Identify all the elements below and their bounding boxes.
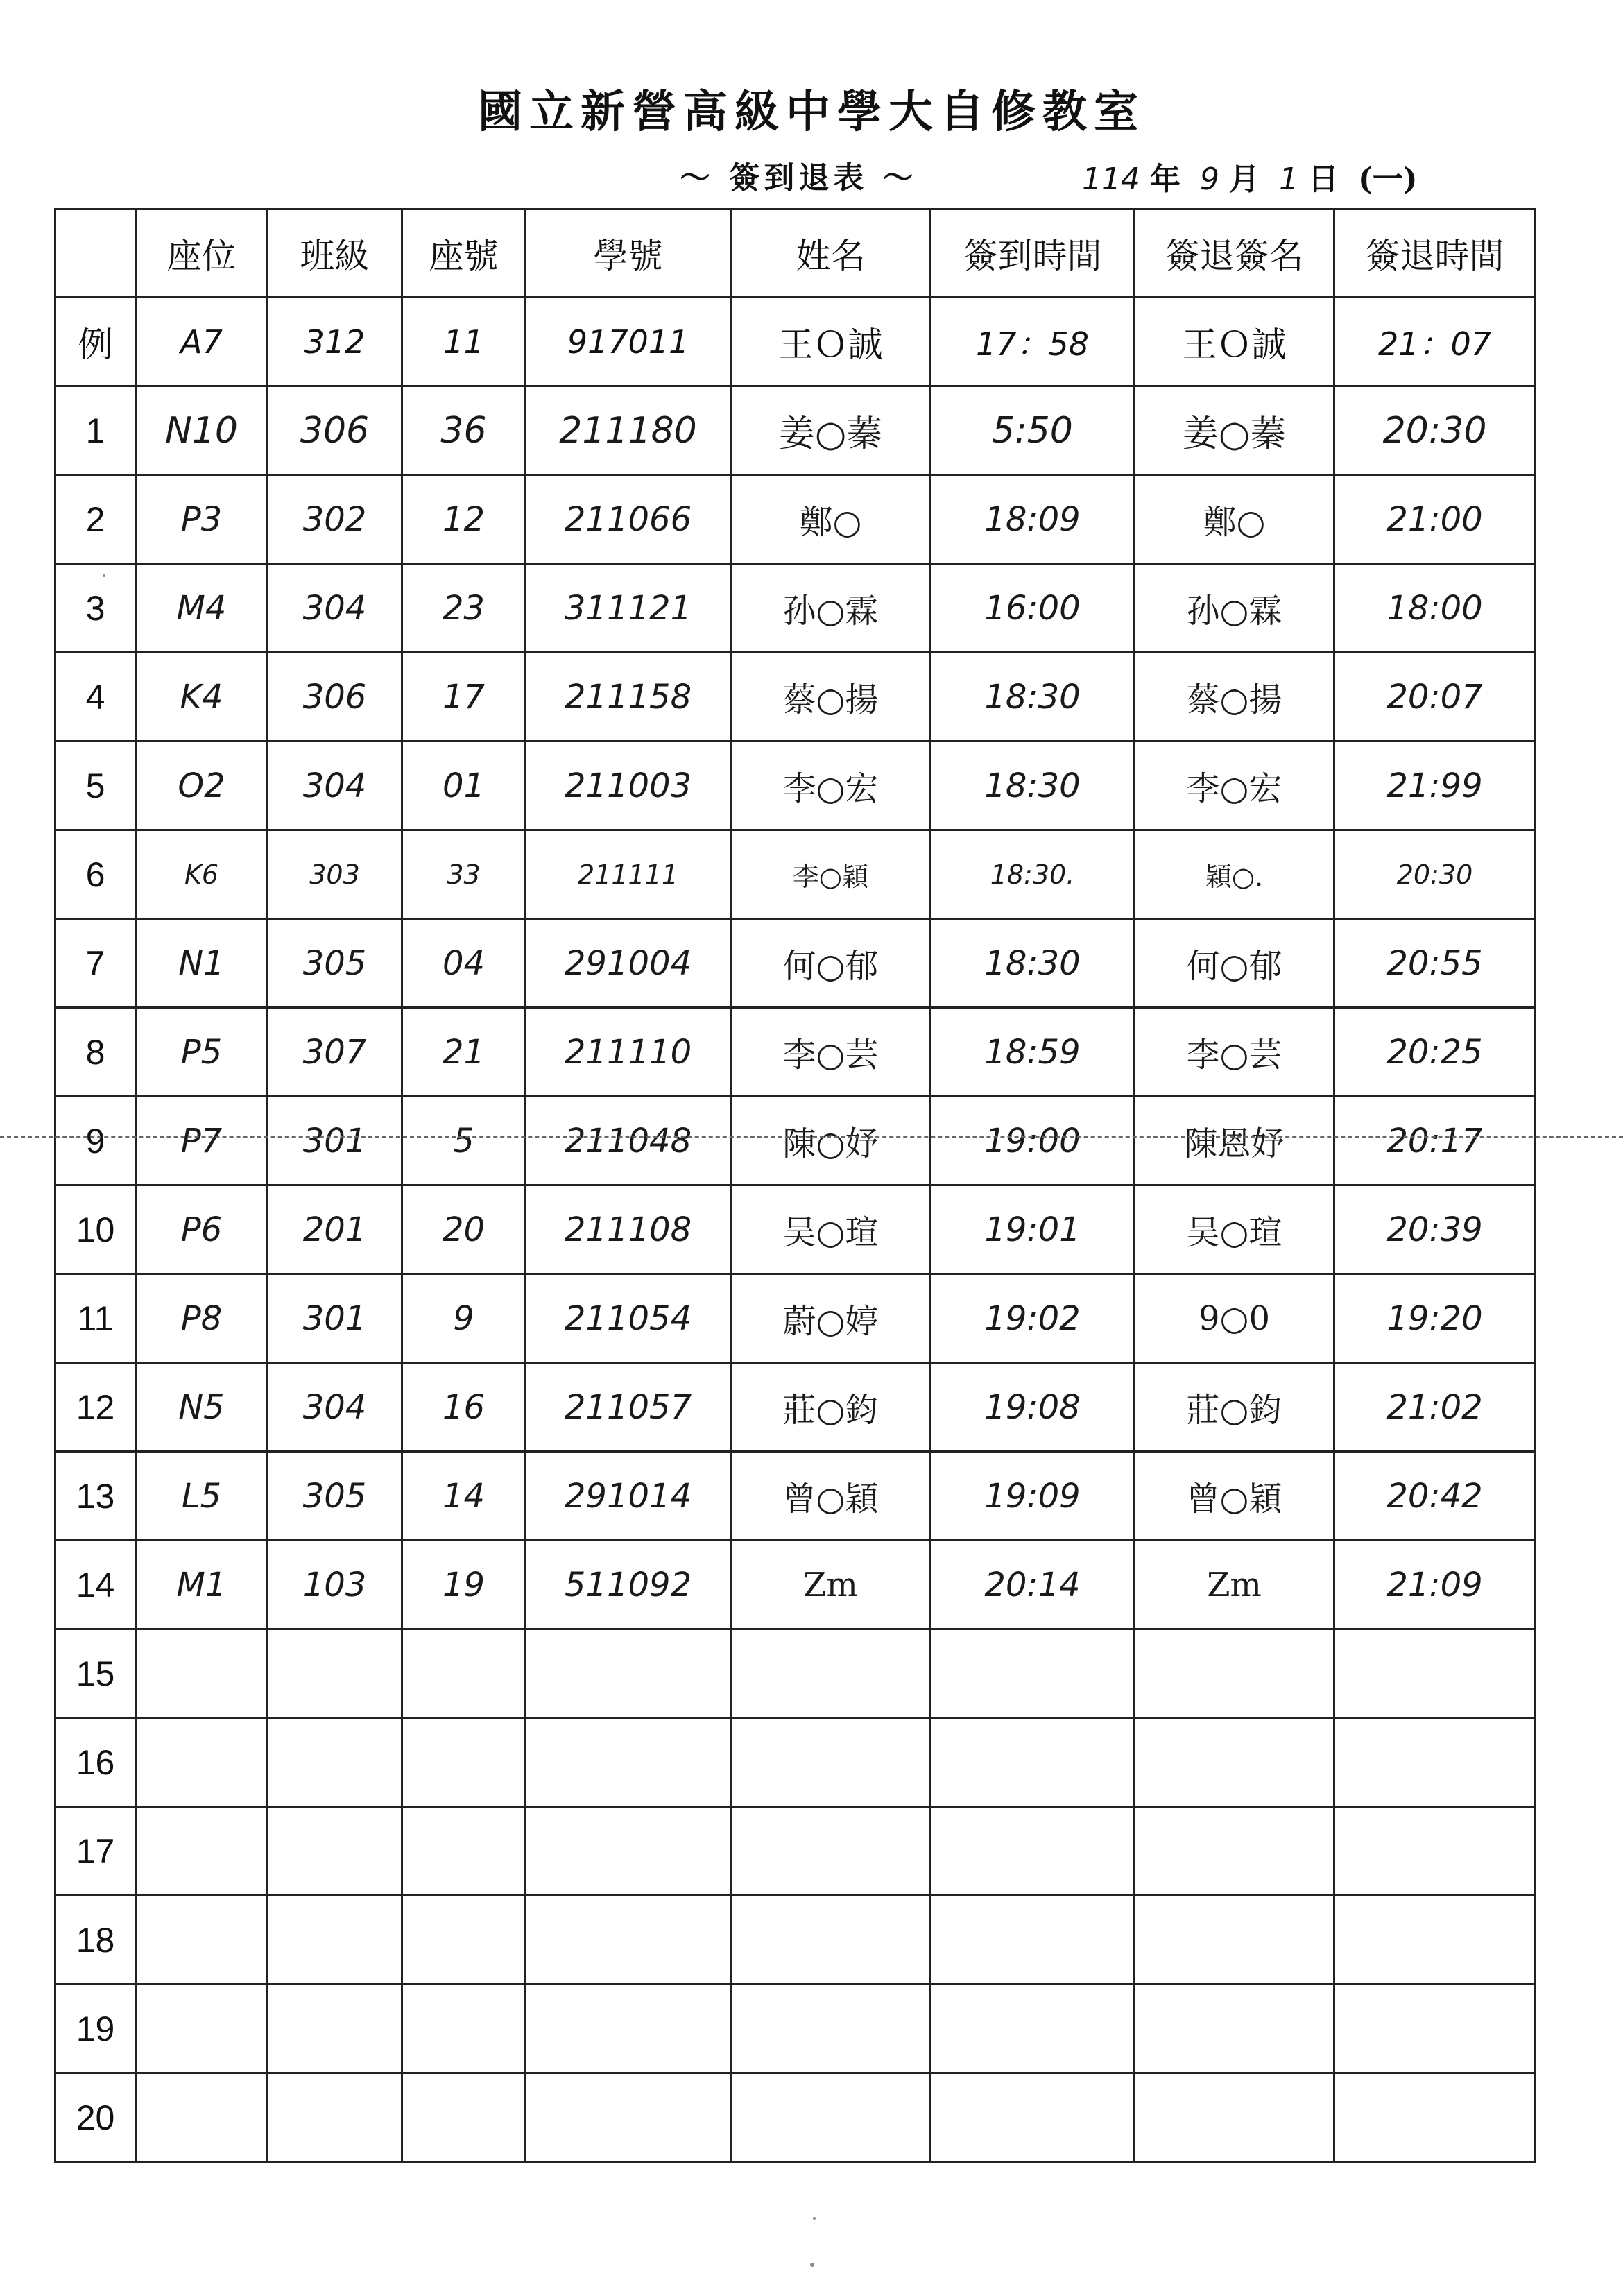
- student-id-cell: 211108: [526, 1185, 731, 1274]
- seat-cell: K4: [136, 653, 268, 742]
- table-row: [55, 1452, 1536, 1541]
- col-header-class: 班級: [268, 209, 402, 298]
- row-index: 9: [55, 1097, 136, 1185]
- class-cell: 306: [268, 653, 402, 742]
- row-index: 11: [55, 1274, 136, 1363]
- fold-line-divider: [0, 1136, 1623, 1138]
- checkin-cell: [931, 1896, 1135, 1985]
- checkin-cell: 16:00: [931, 564, 1135, 653]
- number-cell: 16: [402, 1363, 526, 1452]
- student-id-cell: 211054: [526, 1274, 731, 1363]
- form-date: [1082, 154, 1427, 198]
- table-row: [55, 1896, 1536, 1985]
- checkin-cell: [931, 1629, 1135, 1718]
- checkout-cell: [1334, 1718, 1536, 1807]
- signout-name-cell: 蔡○揚: [1135, 653, 1334, 742]
- number-cell: [402, 2073, 526, 2162]
- seat-cell: P7: [136, 1097, 268, 1185]
- signout-name-cell: 孙○霖: [1135, 564, 1334, 653]
- class-cell: 303: [268, 830, 402, 919]
- class-cell: 302: [268, 475, 402, 564]
- table-row: [55, 386, 1536, 475]
- name-cell: [731, 1807, 931, 1896]
- name-cell: [731, 2073, 931, 2162]
- table-row: [55, 919, 1536, 1008]
- table-row: [55, 475, 1536, 564]
- col-header-number: 座號: [402, 209, 526, 298]
- name-cell: 姜○蓁: [731, 386, 931, 475]
- student-id-cell: 291004: [526, 919, 731, 1008]
- checkout-cell: 20:07: [1334, 653, 1536, 742]
- table-row: [55, 564, 1536, 653]
- seat-cell: P6: [136, 1185, 268, 1274]
- class-cell: [268, 1896, 402, 1985]
- class-cell: [268, 1718, 402, 1807]
- name-cell: 李○宏: [731, 742, 931, 830]
- checkout-cell: [1334, 1985, 1536, 2073]
- name-cell: 李○穎: [731, 830, 931, 919]
- number-cell: [402, 1807, 526, 1896]
- seat-cell: L5: [136, 1452, 268, 1541]
- student-id-cell: 211110: [526, 1008, 731, 1097]
- name-cell: Zm: [731, 1541, 931, 1629]
- student-id-cell: 291014: [526, 1452, 731, 1541]
- form-title: 國立新營高級中學大自修教室: [478, 86, 1145, 138]
- date-month: 9: [1199, 162, 1219, 197]
- row-index: 14: [55, 1541, 136, 1629]
- class-cell: 306: [268, 386, 402, 475]
- name-cell: 鄭○: [731, 475, 931, 564]
- row-index: 18: [55, 1896, 136, 1985]
- student-id-cell: 511092: [526, 1541, 731, 1629]
- table-header-row: [55, 209, 1536, 298]
- checkout-cell: 20:55: [1334, 919, 1536, 1008]
- name-cell: [731, 1896, 931, 1985]
- table-row: [55, 1363, 1536, 1452]
- student-id-cell: [526, 2073, 731, 2162]
- number-cell: 21: [402, 1008, 526, 1097]
- name-cell: 蔡○揚: [731, 653, 931, 742]
- checkin-cell: [931, 1985, 1135, 2073]
- col-header-index: [55, 209, 136, 298]
- signout-name-cell: 9○0: [1135, 1274, 1334, 1363]
- table-row: [55, 1185, 1536, 1274]
- class-cell: 301: [268, 1274, 402, 1363]
- form-subtitle: ～ 簽到退表 ～: [680, 160, 918, 196]
- student-id-cell: 311121: [526, 564, 731, 653]
- checkout-cell: 20:25: [1334, 1008, 1536, 1097]
- name-cell: 孙○霖: [731, 564, 931, 653]
- number-cell: 33: [402, 830, 526, 919]
- student-id-cell: 211066: [526, 475, 731, 564]
- checkin-cell: 18:09: [931, 475, 1135, 564]
- class-cell: [268, 1807, 402, 1896]
- row-index: 6: [55, 830, 136, 919]
- class-cell: [268, 1985, 402, 2073]
- number-cell: 36: [402, 386, 526, 475]
- checkin-cell: 18:30: [931, 653, 1135, 742]
- number-cell: 20: [402, 1185, 526, 1274]
- table-row: [55, 1718, 1536, 1807]
- checkin-cell: [931, 1718, 1135, 1807]
- student-id-cell: [526, 1718, 731, 1807]
- checkin-cell: 19:01: [931, 1185, 1135, 1274]
- row-index: 12: [55, 1363, 136, 1452]
- class-cell: [268, 2073, 402, 2162]
- seat-cell: N5: [136, 1363, 268, 1452]
- name-cell: [731, 1629, 931, 1718]
- signout-name-cell: [1135, 1718, 1334, 1807]
- seat-cell: O2: [136, 742, 268, 830]
- checkout-cell: 20:17: [1334, 1097, 1536, 1185]
- col-header-name: 姓名: [731, 209, 931, 298]
- seat-cell: P3: [136, 475, 268, 564]
- col-header-student-id: 學號: [526, 209, 731, 298]
- name-cell: [731, 1718, 931, 1807]
- checkin-cell: 19:09: [931, 1452, 1135, 1541]
- number-cell: 19: [402, 1541, 526, 1629]
- signout-name-cell: 莊○鈞: [1135, 1363, 1334, 1452]
- student-id-cell: 211048: [526, 1097, 731, 1185]
- name-cell: 王Ｏ誠: [731, 298, 931, 386]
- checkin-cell: [931, 1807, 1135, 1896]
- checkout-cell: [1334, 2073, 1536, 2162]
- student-id-cell: [526, 1629, 731, 1718]
- signout-name-cell: Zm: [1135, 1541, 1334, 1629]
- table-row: [55, 830, 1536, 919]
- seat-cell: M1: [136, 1541, 268, 1629]
- number-cell: 17: [402, 653, 526, 742]
- name-cell: 吴○瑄: [731, 1185, 931, 1274]
- class-cell: 305: [268, 919, 402, 1008]
- checkout-cell: 20:30: [1334, 830, 1536, 919]
- signout-name-cell: 姜○蓁: [1135, 386, 1334, 475]
- signout-name-cell: [1135, 1896, 1334, 1985]
- checkin-cell: 18:30: [931, 919, 1135, 1008]
- class-cell: 304: [268, 1363, 402, 1452]
- name-cell: 李○芸: [731, 1008, 931, 1097]
- signout-name-cell: 曾○穎: [1135, 1452, 1334, 1541]
- date-year: 114: [1082, 162, 1140, 197]
- class-cell: 304: [268, 742, 402, 830]
- row-index: 4: [55, 653, 136, 742]
- row-index: 例: [55, 298, 136, 386]
- signout-name-cell: [1135, 1985, 1334, 2073]
- number-cell: 11: [402, 298, 526, 386]
- signout-name-cell: [1135, 2073, 1334, 2162]
- table-row: [55, 1097, 1536, 1185]
- checkin-cell: 5:50: [931, 386, 1135, 475]
- checkout-cell: 19:20: [1334, 1274, 1536, 1363]
- number-cell: [402, 1896, 526, 1985]
- seat-cell: P8: [136, 1274, 268, 1363]
- date-month-label: 月: [1228, 162, 1260, 197]
- signout-name-cell: 鄭○: [1135, 475, 1334, 564]
- table-row: [55, 1807, 1536, 1896]
- number-cell: 14: [402, 1452, 526, 1541]
- seat-cell: N1: [136, 919, 268, 1008]
- table-row: [55, 653, 1536, 742]
- checkin-cell: 18:30.: [931, 830, 1135, 919]
- table-row: [55, 742, 1536, 830]
- number-cell: 12: [402, 475, 526, 564]
- number-cell: 04: [402, 919, 526, 1008]
- paper-speck: [810, 2263, 814, 2267]
- number-cell: 01: [402, 742, 526, 830]
- paper-speck: [103, 574, 105, 577]
- seat-cell: [136, 1896, 268, 1985]
- class-cell: 301: [268, 1097, 402, 1185]
- row-index: 3: [55, 564, 136, 653]
- row-index: 2: [55, 475, 136, 564]
- class-cell: 307: [268, 1008, 402, 1097]
- checkout-cell: [1334, 1807, 1536, 1896]
- row-index: 20: [55, 2073, 136, 2162]
- name-cell: [731, 1985, 931, 2073]
- seat-cell: [136, 2073, 268, 2162]
- signout-name-cell: 何○郁: [1135, 919, 1334, 1008]
- seat-cell: [136, 1807, 268, 1896]
- signout-name-cell: 穎○.: [1135, 830, 1334, 919]
- col-header-signout-name: 簽退簽名: [1135, 209, 1334, 298]
- date-day-label: 日: [1307, 162, 1339, 197]
- checkout-cell: 18:00: [1334, 564, 1536, 653]
- name-cell: 曾○穎: [731, 1452, 931, 1541]
- checkout-cell: 21：07: [1334, 298, 1536, 386]
- class-cell: 201: [268, 1185, 402, 1274]
- checkin-cell: [931, 2073, 1135, 2162]
- date-day: 1: [1278, 162, 1298, 197]
- table-row: [55, 1985, 1536, 2073]
- student-id-cell: [526, 1896, 731, 1985]
- date-weekday: (一): [1357, 162, 1418, 197]
- student-id-cell: [526, 1807, 731, 1896]
- signout-name-cell: 吴○瑄: [1135, 1185, 1334, 1274]
- signout-name-cell: 王Ｏ誠: [1135, 298, 1334, 386]
- class-cell: 305: [268, 1452, 402, 1541]
- col-header-checkin-time: 簽到時間: [931, 209, 1135, 298]
- checkin-cell: 18:59: [931, 1008, 1135, 1097]
- class-cell: [268, 1629, 402, 1718]
- checkout-cell: 20:39: [1334, 1185, 1536, 1274]
- checkout-cell: [1334, 1629, 1536, 1718]
- table-row: [55, 1541, 1536, 1629]
- checkin-cell: 17：58: [931, 298, 1135, 386]
- signout-name-cell: 李○芸: [1135, 1008, 1334, 1097]
- row-index: 15: [55, 1629, 136, 1718]
- checkout-cell: 21:00: [1334, 475, 1536, 564]
- class-cell: 312: [268, 298, 402, 386]
- seat-cell: P5: [136, 1008, 268, 1097]
- row-index: 1: [55, 386, 136, 475]
- signout-name-cell: [1135, 1807, 1334, 1896]
- col-header-seat: 座位: [136, 209, 268, 298]
- table-row: [55, 1008, 1536, 1097]
- name-cell: 莊○鈞: [731, 1363, 931, 1452]
- student-id-cell: 211158: [526, 653, 731, 742]
- seat-cell: [136, 1718, 268, 1807]
- student-id-cell: 211003: [526, 742, 731, 830]
- student-id-cell: 211180: [526, 386, 731, 475]
- name-cell: 陳○妤: [731, 1097, 931, 1185]
- number-cell: [402, 1718, 526, 1807]
- table-row: [55, 1274, 1536, 1363]
- number-cell: [402, 1985, 526, 2073]
- seat-cell: K6: [136, 830, 268, 919]
- checkout-cell: [1334, 1896, 1536, 1985]
- number-cell: 23: [402, 564, 526, 653]
- student-id-cell: 211111: [526, 830, 731, 919]
- table-row: [55, 1629, 1536, 1718]
- row-index: 10: [55, 1185, 136, 1274]
- name-cell: 蔚○婷: [731, 1274, 931, 1363]
- row-index: 8: [55, 1008, 136, 1097]
- row-index: 19: [55, 1985, 136, 2073]
- row-index: 7: [55, 919, 136, 1008]
- checkout-cell: 21:99: [1334, 742, 1536, 830]
- checkin-cell: 18:30: [931, 742, 1135, 830]
- seat-cell: [136, 1629, 268, 1718]
- seat-cell: A7: [136, 298, 268, 386]
- paper-speck: [813, 2217, 816, 2220]
- signout-name-cell: [1135, 1629, 1334, 1718]
- example-row: [55, 298, 1536, 386]
- checkout-cell: 21:02: [1334, 1363, 1536, 1452]
- seat-cell: N10: [136, 386, 268, 475]
- checkin-cell: 19:08: [931, 1363, 1135, 1452]
- col-header-checkout-time: 簽退時間: [1334, 209, 1536, 298]
- checkout-cell: 21:09: [1334, 1541, 1536, 1629]
- row-index: 13: [55, 1452, 136, 1541]
- signout-name-cell: 陳恩妤: [1135, 1097, 1334, 1185]
- row-index: 16: [55, 1718, 136, 1807]
- student-id-cell: 211057: [526, 1363, 731, 1452]
- signout-name-cell: 李○宏: [1135, 742, 1334, 830]
- signin-table: [54, 208, 1536, 2163]
- number-cell: 9: [402, 1274, 526, 1363]
- student-id-cell: 917011: [526, 298, 731, 386]
- checkout-cell: 20:42: [1334, 1452, 1536, 1541]
- seat-cell: [136, 1985, 268, 2073]
- checkin-cell: 19:02: [931, 1274, 1135, 1363]
- class-cell: 304: [268, 564, 402, 653]
- checkout-cell: 20:30: [1334, 386, 1536, 475]
- checkin-cell: 20:14: [931, 1541, 1135, 1629]
- number-cell: [402, 1629, 526, 1718]
- student-id-cell: [526, 1985, 731, 2073]
- class-cell: 103: [268, 1541, 402, 1629]
- name-cell: 何○郁: [731, 919, 931, 1008]
- seat-cell: M4: [136, 564, 268, 653]
- checkin-cell: 19:00: [931, 1097, 1135, 1185]
- row-index: 17: [55, 1807, 136, 1896]
- table-row: [55, 2073, 1536, 2162]
- date-year-label: 年: [1149, 162, 1180, 197]
- number-cell: 5: [402, 1097, 526, 1185]
- row-index: 5: [55, 742, 136, 830]
